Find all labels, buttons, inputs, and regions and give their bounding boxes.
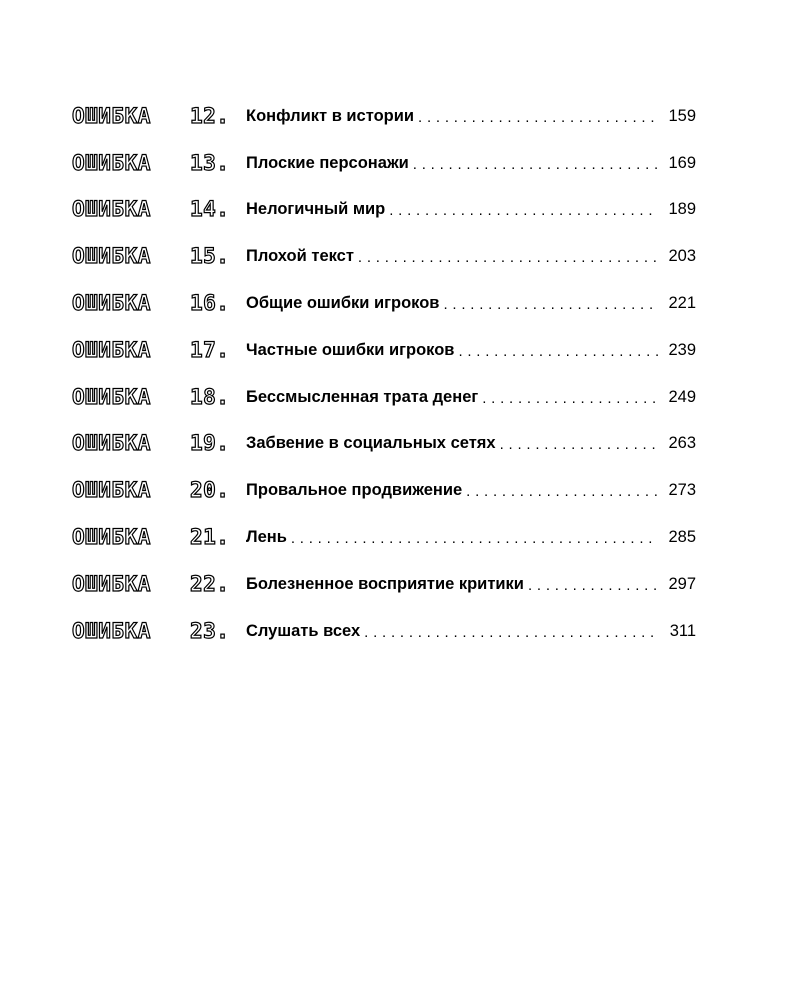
- toc-entry-number: 16.: [190, 291, 230, 316]
- toc-entry[interactable]: [72, 280, 696, 327]
- toc-entry-number: 15.: [190, 244, 230, 269]
- toc-entry-number: 22.: [190, 571, 230, 596]
- toc-entry-number: 18.: [190, 384, 230, 409]
- toc-entry-label-word: ОШИБКА: [72, 478, 151, 503]
- toc-entry-number: 13.: [190, 150, 230, 175]
- toc-entry-label: [72, 199, 246, 220]
- toc-entry-label-word: ОШИБКА: [72, 103, 151, 128]
- toc-entry-title: Лень: [246, 528, 287, 547]
- toc-entry-label-word: ОШИБКА: [72, 618, 151, 643]
- toc-entry-label: [72, 527, 246, 548]
- toc-entry-page: 159: [668, 106, 696, 125]
- toc-entry[interactable]: [72, 561, 696, 608]
- toc-dot-leader: [364, 623, 658, 640]
- toc-dot-leader: [389, 201, 658, 218]
- toc-entry-label: [72, 103, 246, 128]
- toc-entry-label: [72, 337, 246, 362]
- toc-entry-number: 23.: [190, 618, 230, 643]
- toc-entry-title: Слушать всех: [246, 621, 361, 640]
- toc-entry[interactable]: [72, 608, 696, 655]
- toc-entry[interactable]: [72, 140, 696, 187]
- toc-dot-leader: [443, 295, 658, 312]
- toc-entry-page: 273: [668, 481, 696, 500]
- toc-entry-label-word: ОШИБКА: [72, 525, 151, 550]
- toc-entry-label: [72, 480, 246, 501]
- table-of-contents: [72, 93, 696, 655]
- toc-entry-label-word: ОШИБКА: [72, 431, 151, 456]
- toc-dot-leader: [291, 529, 658, 546]
- toc-entry-label: [72, 246, 246, 267]
- toc-entry-title: Нелогичный мир: [246, 200, 386, 219]
- toc-entry-label-word: ОШИБКА: [72, 384, 151, 409]
- toc-entry-number: 21.: [190, 525, 230, 550]
- toc-entry[interactable]: [72, 327, 696, 374]
- toc-entry-page: 221: [668, 294, 696, 313]
- toc-dot-leader: [358, 248, 658, 265]
- toc-entry-label-word: ОШИБКА: [72, 291, 151, 316]
- toc-entry-page: 285: [668, 528, 696, 547]
- toc-entry-label: [72, 384, 246, 409]
- toc-entry-number: 17.: [190, 337, 230, 362]
- toc-entry[interactable]: [72, 467, 696, 514]
- toc-entry[interactable]: [72, 421, 696, 468]
- toc-entry[interactable]: [72, 514, 696, 561]
- toc-entry-number: 20.: [190, 478, 230, 503]
- toc-entry-title: Плоские персонажи: [246, 153, 409, 172]
- toc-entry-page: 249: [668, 387, 696, 406]
- toc-entry-number: 12.: [190, 103, 230, 128]
- toc-entry-page: 297: [668, 574, 696, 593]
- toc-dot-leader: [458, 342, 658, 359]
- toc-entry-number: 14.: [190, 197, 230, 222]
- toc-entry-title: Болезненное восприятие критики: [246, 574, 524, 593]
- toc-entry-label-word: ОШИБКА: [72, 244, 151, 269]
- toc-entry-title: Частные ошибки игроков: [246, 340, 455, 359]
- toc-entry-page: 239: [668, 340, 696, 359]
- toc-entry-number: 19.: [190, 431, 230, 456]
- toc-entry-title: Провальное продвижение: [246, 481, 463, 500]
- toc-entry-title: Плохой текст: [246, 247, 354, 266]
- toc-entry-label: [72, 618, 246, 643]
- toc-entry-title: Бессмысленная трата денег: [246, 387, 479, 406]
- toc-entry-page: 263: [668, 434, 696, 453]
- toc-entry-label-word: ОШИБКА: [72, 150, 151, 175]
- toc-entry-label-word: ОШИБКА: [72, 571, 151, 596]
- toc-entry-page: 203: [668, 247, 696, 266]
- toc-dot-leader: [418, 108, 658, 125]
- toc-dot-leader: [500, 435, 658, 452]
- toc-entry-label: [72, 571, 246, 596]
- toc-entry-page: 169: [668, 153, 696, 172]
- toc-entry-page: 189: [668, 200, 696, 219]
- toc-entry-label: [72, 150, 246, 175]
- toc-dot-leader: [466, 482, 658, 499]
- toc-entry[interactable]: [72, 374, 696, 421]
- toc-dot-leader: [482, 389, 658, 406]
- toc-entry-label-word: ОШИБКА: [72, 337, 151, 362]
- toc-entry-title: Общие ошибки игроков: [246, 294, 440, 313]
- toc-entry-page: 311: [669, 621, 696, 640]
- toc-entry-label-word: ОШИБКА: [72, 197, 151, 222]
- toc-dot-leader: [413, 155, 658, 172]
- toc-entry-title: Конфликт в истории: [246, 106, 415, 125]
- toc-entry-label: [72, 293, 246, 314]
- toc-entry[interactable]: [72, 93, 696, 140]
- toc-entry[interactable]: [72, 187, 696, 234]
- toc-dot-leader: [528, 576, 658, 593]
- toc-entry-title: Забвение в социальных сетях: [246, 434, 496, 453]
- toc-entry[interactable]: [72, 233, 696, 280]
- toc-entry-label: [72, 433, 246, 454]
